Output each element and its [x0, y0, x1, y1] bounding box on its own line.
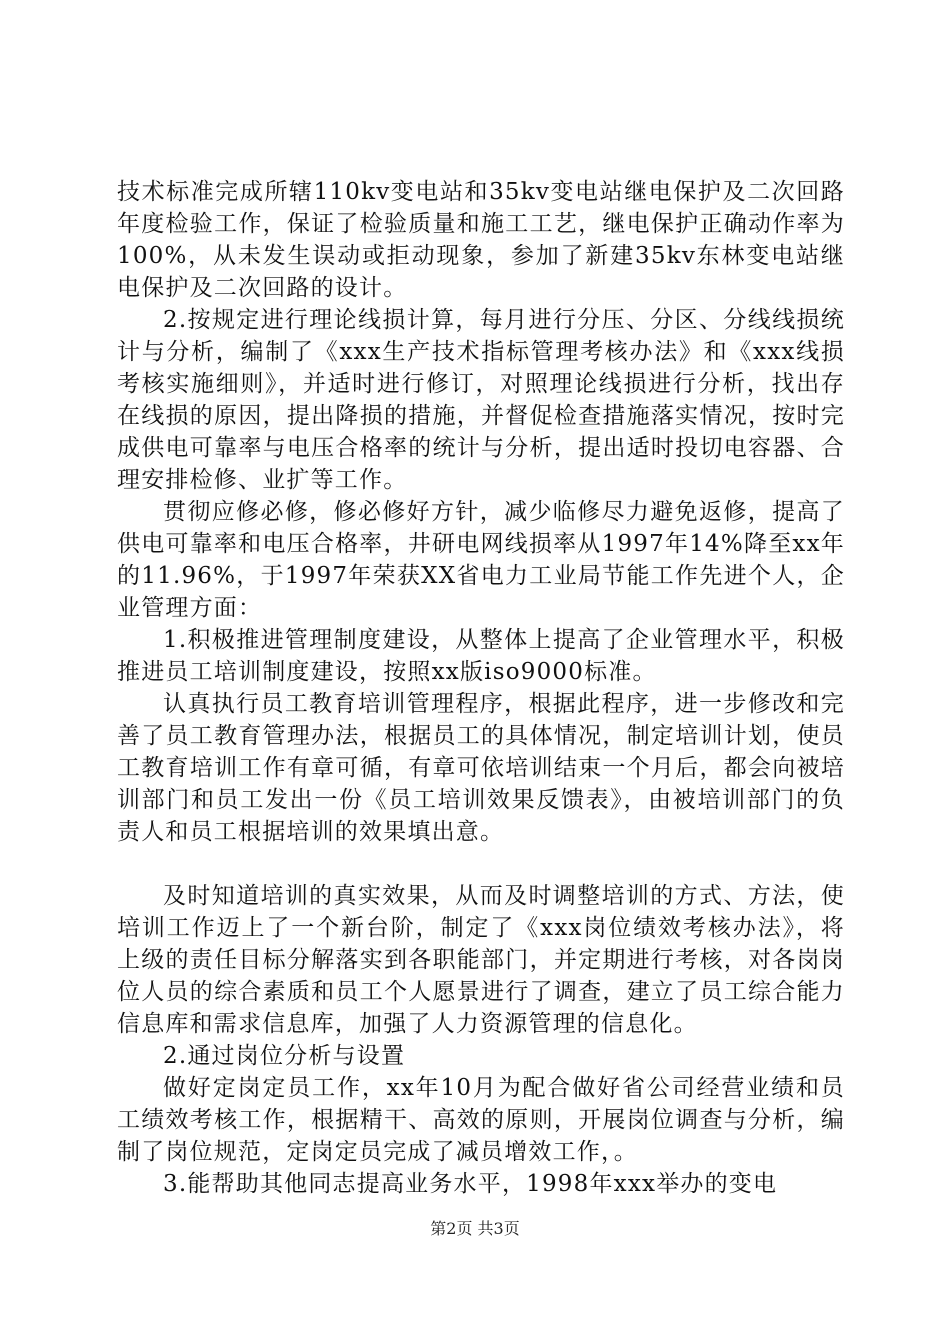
paragraph-line-loss: 2.按规定进行理论线损计算，每月进行分压、分区、分线线损统计与分析，编制了《xxx生产技术指标管理考核办法》和《xxx线损考核实施细则》，并适时进行修订，对照理论线损进行分析，找出存在线损的原因，提出降损的措施，并督促检查措施落实情况，按时完成供电可靠率与电压合格率的统计与分析，提出适时投切电容器、合理安排检修、业扩等工作。: [117, 307, 845, 493]
paragraph-relay-protection: 技术标准完成所辖110kv变电站和35kv变电站继电保护及二次回路年度检验工作，保证了检验质量和施工工艺，继电保护正确动作率为100%，从未发生误动或拒动现象，参加了新建35kv东林变电站继电保护及二次回路的设计。: [117, 179, 845, 301]
paragraph-training-procedure: 认真执行员工教育培训管理程序，根据此程序，进一步修改和完善了员工教育管理办法，根据员工的具体情况，制定培训计划，使员工教育培训工作有章可循，有章可依培训结束一个月后，都会向被培训部门和员工发出一份《员工培训效果反馈表》，由被培训部门的负责人和员工根据培训的效果填出意。: [117, 691, 845, 845]
document-body: [117, 176, 845, 1200]
paragraph-training-effect: 及时知道培训的真实效果，从而及时调整培训的方式、方法，使培训工作迈上了一个新台阶，制定了《xxx岗位绩效考核办法》，将上级的责任目标分解落实到各职能部门，并定期进行考核，对各岗岗位人员的综合素质和员工个人愿景进行了调查，建立了员工综合能力信息库和需求信息库，加强了人力资源管理的信息化。: [117, 883, 845, 1037]
paragraph-staffing: 做好定岗定员工作，xx年10月为配合做好省公司经营业绩和员工绩效考核工作，根据精干、高效的原则，开展岗位调查与分析，编制了岗位规范，定岗定员完成了减员增效工作，。: [117, 1075, 845, 1165]
page-number-footer: 第2页 共3页: [430, 1219, 520, 1238]
paragraph-maintenance-policy: 贯彻应修必修，修必修好方针，减少临修尽力避免返修，提高了供电可靠率和电压合格率，井研电网线损率从1997年14%降至xx年的11.96%，于1997年荣获XX省电力工业局节能工作先进个人，企业管理方面：: [117, 499, 845, 621]
paragraph-help-colleagues: 3.能帮助其他同志提高业务水平，1998年xxx举办的变电: [163, 1171, 778, 1197]
paragraph-post-analysis: 2.通过岗位分析与设置: [163, 1043, 406, 1069]
paragraph-management-system: 1.积极推进管理制度建设，从整体上提高了企业管理水平，积极推进员工培训制度建设，按照xx版iso9000标准。: [117, 627, 845, 685]
